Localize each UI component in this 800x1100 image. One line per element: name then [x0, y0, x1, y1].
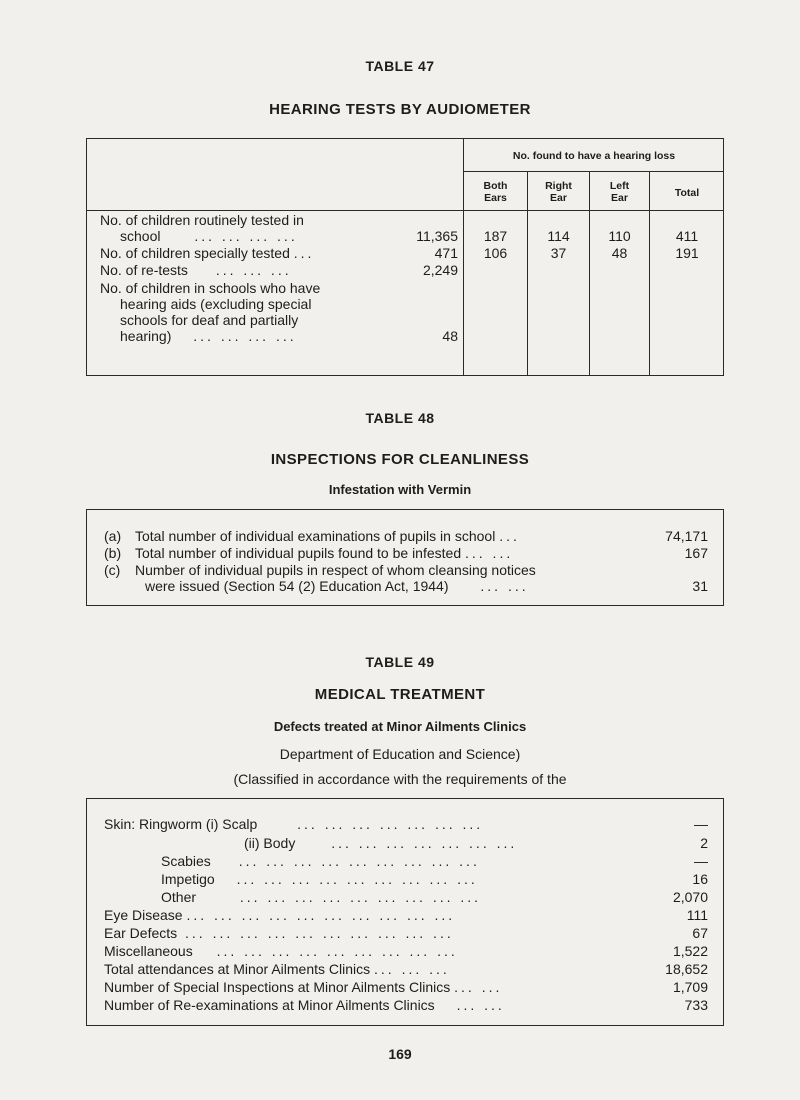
t49-val-eye-disease: 111	[686, 907, 708, 923]
table-49-note-1: Department of Education and Science)	[279, 746, 521, 762]
t47-row3-label: No. of re-tests ... ... ...	[100, 262, 292, 278]
t48-row-a-label: Total number of individual examinations of pupils in school ...	[135, 528, 520, 544]
t47-divider-h2	[86, 210, 724, 211]
t49-row-ringworm-scalp: Skin: Ringworm (i) Scalp ... ... ... ... ... ... ...	[104, 816, 484, 832]
t49-row-miscellaneous: Miscellaneous ... ... ... ... ... ... ... ... ...	[104, 943, 458, 959]
t49-row-total-attendances: Total attendances at Minor Ailments Clinics ... ... ...	[104, 961, 450, 977]
t47-row2-right: 37	[550, 245, 567, 261]
t49-row-impetigo: Impetigo ... ... ... ... ... ... ... ... ...	[161, 871, 478, 887]
t49-val-ear-defects: 67	[692, 925, 708, 941]
table-48-title: INSPECTIONS FOR CLEANLINESS	[270, 451, 530, 468]
table-49-note-2: (Classified in accordance with the requirements of the	[233, 771, 567, 787]
t47-row3-count: 2,249	[422, 262, 458, 278]
t48-row-b-label: Total number of individual pupils found to be infested ... ...	[135, 545, 514, 561]
t49-row-re-examinations: Number of Re-examinations at Minor Ailments Clinics ... ...	[104, 997, 505, 1013]
t47-row2-count: 471	[434, 245, 458, 261]
t49-val-ringworm-scalp: —	[694, 816, 708, 832]
t47-row1-label: No. of children routinely tested in school ... ... ... ...	[100, 212, 304, 244]
t49-val-miscellaneous: 1,522	[672, 943, 708, 959]
t49-val-other: 2,070	[672, 889, 708, 905]
t47-row1-total: 411	[675, 228, 699, 244]
t47-header-total: Total	[674, 187, 700, 199]
t49-row-eye-disease: Eye Disease ... ... ... ... ... ... ... ... ... ...	[104, 907, 456, 923]
t47-row1-right: 114	[547, 228, 570, 244]
t49-val-impetigo: 16	[692, 871, 708, 887]
table-48-number: TABLE 48	[365, 410, 435, 426]
t47-row2-label: No. of children specially tested ...	[100, 245, 315, 261]
t48-row-b-value: 167	[684, 545, 708, 561]
t49-row-special-inspections: Number of Special Inspections at Minor Ailments Clinics ... ...	[104, 979, 503, 995]
table-49-number: TABLE 49	[365, 654, 435, 670]
t47-divider-v4	[649, 171, 650, 376]
t47-row2-total: 191	[675, 245, 699, 261]
t49-val-re-examinations: 733	[684, 997, 708, 1013]
t47-row2-left: 48	[611, 245, 628, 261]
t49-val-special-inspections: 1,709	[672, 979, 708, 995]
t47-group-header: No. found to have a hearing loss	[512, 150, 676, 162]
table-48-subtitle: Infestation with Vermin	[328, 482, 472, 497]
t49-row-scabies: Scabies ... ... ... ... ... ... ... ... ...	[161, 853, 480, 869]
t48-row-a-key: (a)	[104, 528, 122, 544]
t49-row-ear-defects: Ear Defects ... ... ... ... ... ... ... ... ... ...	[104, 925, 454, 941]
t49-val-ringworm-body: 2	[700, 835, 708, 851]
t49-val-total-attendances: 18,652	[665, 961, 708, 977]
t49-row-ringworm-body: (ii) Body ... ... ... ... ... ... ...	[244, 835, 518, 851]
t48-row-c-key: (c)	[104, 562, 121, 578]
t47-row4-count: 48	[442, 328, 458, 344]
table-47-title: HEARING TESTS BY AUDIOMETER	[269, 101, 531, 118]
t47-row2-both: 106	[483, 245, 508, 261]
t47-row1-count: 11,365	[416, 228, 458, 244]
t49-row-other: Other ... ... ... ... ... ... ... ... ...	[161, 889, 482, 905]
t47-header-left-ear: Left Ear	[609, 180, 630, 204]
t47-header-right-ear: Right Ear	[545, 180, 572, 204]
t48-row-a-value: 74,171	[665, 528, 708, 544]
table-49-title: MEDICAL TREATMENT	[314, 686, 486, 703]
t48-row-c-label: Number of individual pupils in respect of whom cleansing notices were issued (Section 54 (2) Education Act, 1944) ... ...	[135, 562, 536, 594]
table-47-number: TABLE 47	[365, 58, 435, 74]
table-49-subtitle: Defects treated at Minor Ailments Clinics	[273, 719, 527, 734]
t48-row-c-value: 31	[692, 578, 708, 594]
t48-row-b-key: (b)	[104, 545, 122, 561]
page-number: 169	[388, 1046, 412, 1062]
t47-header-both-ears: Both Ears	[483, 180, 508, 204]
t47-row1-left: 110	[608, 228, 631, 244]
t47-divider-h1	[463, 171, 724, 172]
t47-row4-label: No. of children in schools who have hearing aids (excluding special schools for deaf and partially hearing) ... ... ... ...	[100, 280, 321, 344]
t47-row1-both: 187	[483, 228, 508, 244]
t49-val-scabies: —	[694, 853, 708, 869]
